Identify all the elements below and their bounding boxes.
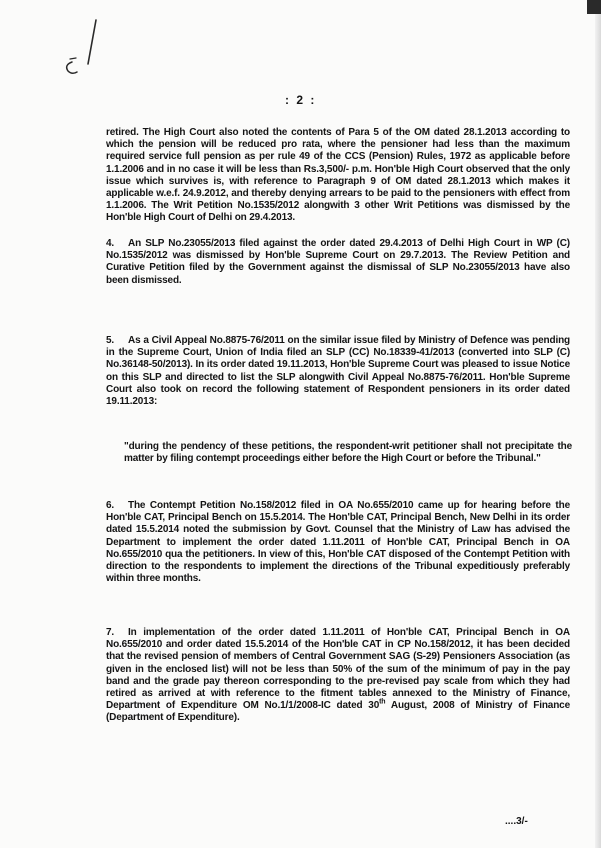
scan-corner-mark xyxy=(587,0,601,14)
paragraph-text: In implementation of the order dated 1.11.2011 of Hon'ble CAT, Principal Bench in OA No.655/2010 and order dated 15.5.2014 of the Hon'ble CAT in CP No.158/2012, it has been decided that the revised pension of members of Central Government SAG (S-29) Pensioners Association (as given in the enclosed list) will not be less than 50% of the sum of the minimum of pay in the pay band and the grade pay thereon corresponding to the pre-revised pay scale from which they had retired as arrived at with reference to the fitment tables annexed to the Ministry of Finance, Department of Expenditure OM No.1/1/2008-IC dated 30 xyxy=(106,627,570,712)
paragraph-text-end: August, 2008 of Ministry of Finance (Department of Expenditure). xyxy=(106,700,570,724)
continued-marker: ....3/- xyxy=(505,816,528,827)
paragraph-5 xyxy=(106,335,570,408)
paragraph-text: retired. The High Court also noted the contents of Para 5 of the OM dated 28.1.2013 according to which the pension will be reduced pro rata, where the pensioner had less than the maximum required service full pension as per rule 49 of the CCS (Pension) Rules, 1972 as applicable before 1.1.2006 and in no case it will be less than Rs.3,500/- p.m. Hon'ble High Court observed that the only issue which survives is, with reference to Paragraph 9 of OM dated 28.1.2013 which makes it applicable w.e.f. 24.9.2012, and thereby denying arrears to be paid to the pensioners with effect from 1.1.2006. The Writ Petition No.1535/2012 alongwith 3 other Writ Petitions was dismissed by the Hon'ble High Court of Delhi on 29.4.2013. xyxy=(106,127,570,224)
paragraph-number: 7. xyxy=(106,627,115,638)
paragraph-4 xyxy=(106,238,570,287)
paragraph-intro xyxy=(106,127,570,225)
paragraph-7 xyxy=(106,627,570,725)
ordinal-suffix: th xyxy=(379,698,386,706)
paragraph-text: The Contempt Petition No.158/2012 filed in OA No.655/2010 came up for hearing before the Hon'ble CAT, Principal Bench on 15.5.2014. The Hon'ble CAT, Principal Bench, New Delhi in its order dated 15.5.2014 noted the submission by Govt. Counsel that the Ministry of Law has advised the Department to implement the order dated 1.11.2011 of Hon'ble CAT, Principal Bench in OA No.655/2010 qua the petitioners. In view of this, Hon'ble CAT disposed of the Contempt Petition with direction to the respondents to implement the directions of the Tribunal expeditiously preferably within three months. xyxy=(106,500,570,585)
scan-edge xyxy=(595,0,601,848)
paragraph-6 xyxy=(106,500,570,585)
paragraph-text: As a Civil Appeal No.8875-76/2011 on the similar issue filed by Ministry of Defence was pending in the Supreme Court, Union of India filed an SLP (CC) No.18339-41/2013 (converted into SLP (C) No.36148-50/2013). In its order dated 19.11.2013, Hon'ble Supreme Court was pleased to issue Notice on this SLP and directed to list the SLP alongwith Civil Appeal No.8875-76/2011. Hon'ble Supreme Court also took on record the following statement of Respondent pensioners in its order dated 19.11.2013: xyxy=(106,335,570,408)
paragraph-number: 5. xyxy=(106,335,115,346)
handwritten-pen-mark xyxy=(60,18,110,88)
page-number: : 2 : xyxy=(285,93,317,107)
quoted-statement: "during the pendency of these petitions, the respondent-writ petitioner shall not precipitate the matter by filing contempt proceedings either before the High Court or before the Tribunal." xyxy=(124,441,572,465)
paragraph-number: 4. xyxy=(106,238,115,249)
paragraph-number: 6. xyxy=(106,500,115,511)
paragraph-text: An SLP No.23055/2013 filed against the order dated 29.4.2013 of Delhi High Court in WP (C) No.1535/2012 was dismissed by Hon'ble Supreme Court on 29.7.2013. The Review Petition and Curative Petition filed by the Government against the dismissal of SLP No.23055/2013 have also been dismissed. xyxy=(106,238,570,286)
